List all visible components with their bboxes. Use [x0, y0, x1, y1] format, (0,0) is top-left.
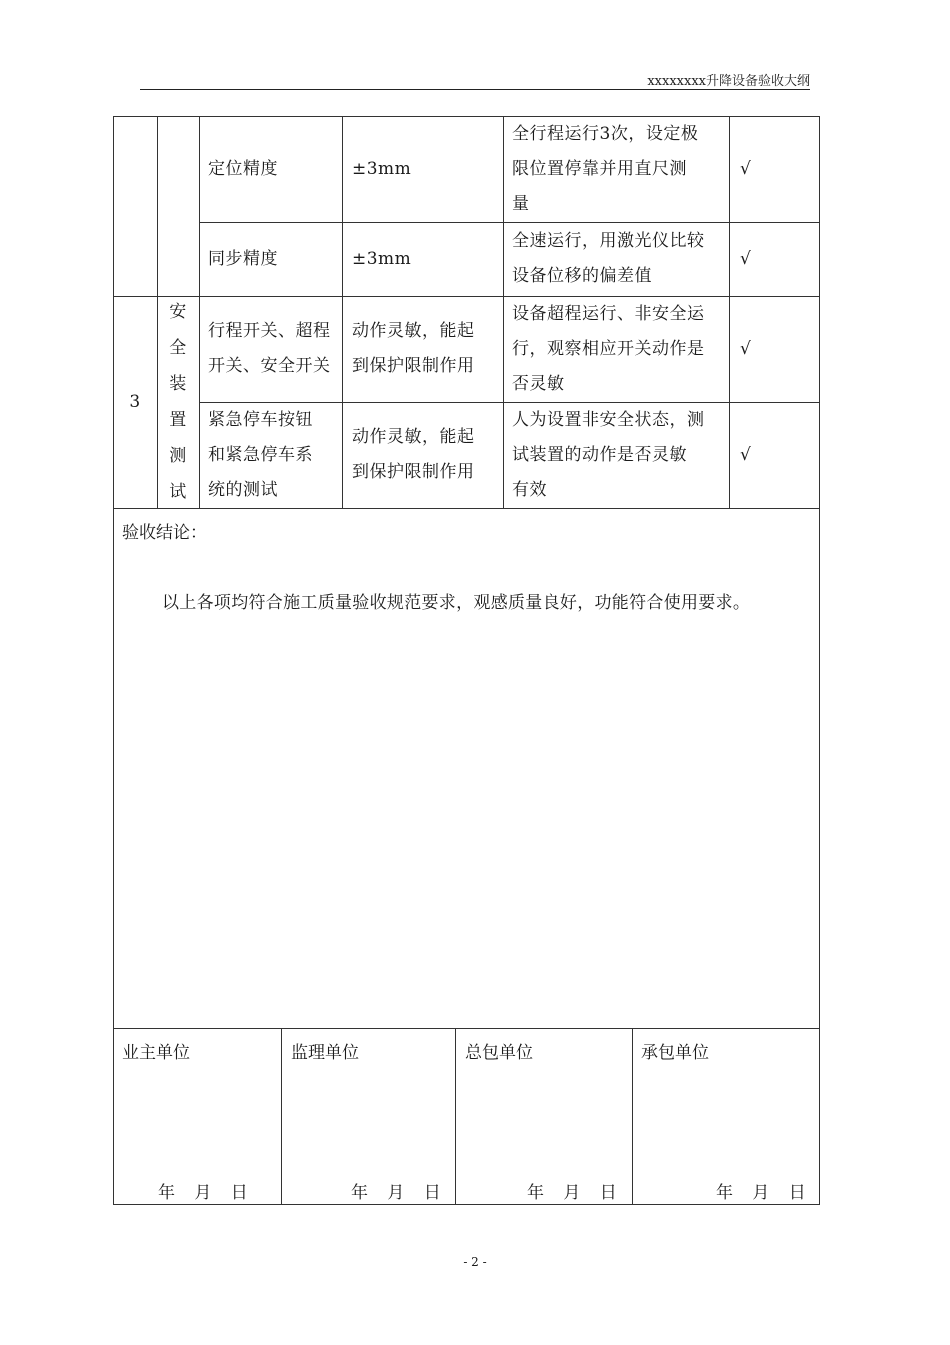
signature-date: 年 月 日 — [527, 1183, 618, 1203]
section-name-char: 安 — [169, 302, 187, 322]
col-divider — [199, 116, 200, 508]
item-cell: 同步精度 — [208, 248, 278, 269]
header-rule — [140, 89, 810, 90]
row-divider — [113, 508, 820, 509]
row-divider — [113, 1028, 820, 1029]
result-cell: √ — [740, 248, 752, 269]
method-cell: 人为设置非安全状态，测 试装置的动作是否灵敏 有效 — [512, 409, 705, 500]
section-name-char: 全 — [169, 338, 187, 358]
result-cell: √ — [740, 444, 752, 465]
col-divider — [729, 116, 730, 508]
signature-label-owner: 业主单位 — [122, 1043, 190, 1063]
page-number: - 2 - — [463, 1255, 487, 1269]
standard-cell: 动作灵敏，能起 到保护限制作用 — [352, 321, 475, 376]
signature-label-general-contractor: 总包单位 — [465, 1043, 533, 1063]
section-name-vertical — [157, 296, 199, 508]
signature-label-supervisor: 监理单位 — [291, 1043, 359, 1063]
signature-date: 年 月 日 — [351, 1183, 442, 1203]
item-cell: 紧急停车按钮 和紧急停车系 统的测试 — [208, 409, 313, 500]
signature-label-contractor: 承包单位 — [641, 1043, 709, 1063]
signature-divider — [281, 1028, 282, 1205]
signature-divider — [632, 1028, 633, 1205]
conclusion-label: 验收结论： — [122, 523, 207, 543]
document-header: xxxxxxxx升降设备验收大纲 — [647, 74, 810, 89]
section-name-char: 置 — [169, 410, 187, 430]
signature-date: 年 月 日 — [158, 1183, 249, 1203]
conclusion-text: 以上各项均符合施工质量验收规范要求，观感质量良好，功能符合使用要求。 — [162, 593, 751, 613]
result-cell: √ — [740, 158, 752, 179]
method-cell: 全行程运行3次，设定极 限位置停靠并用直尺测 量 — [512, 123, 699, 214]
section-name-char: 试 — [169, 482, 187, 502]
signature-divider — [455, 1028, 456, 1205]
item-cell: 行程开关、超程 开关、安全开关 — [208, 321, 331, 376]
standard-cell: ±3mm — [352, 248, 412, 269]
section-name-char: 装 — [169, 374, 187, 394]
item-cell: 定位精度 — [208, 158, 278, 179]
section-number: 3 — [129, 391, 141, 412]
standard-cell: 动作灵敏，能起 到保护限制作用 — [352, 427, 475, 482]
section-name-char: 测 — [169, 446, 187, 466]
col-divider — [503, 116, 504, 508]
method-cell: 全速运行，用激光仪比较 设备位移的偏差值 — [512, 231, 705, 286]
result-cell: √ — [740, 338, 752, 359]
method-cell: 设备超程运行、非安全运 行，观察相应开关动作是 否灵敏 — [512, 303, 705, 394]
signature-date: 年 月 日 — [716, 1183, 807, 1203]
col-divider — [342, 116, 343, 508]
standard-cell: ±3mm — [352, 158, 412, 179]
